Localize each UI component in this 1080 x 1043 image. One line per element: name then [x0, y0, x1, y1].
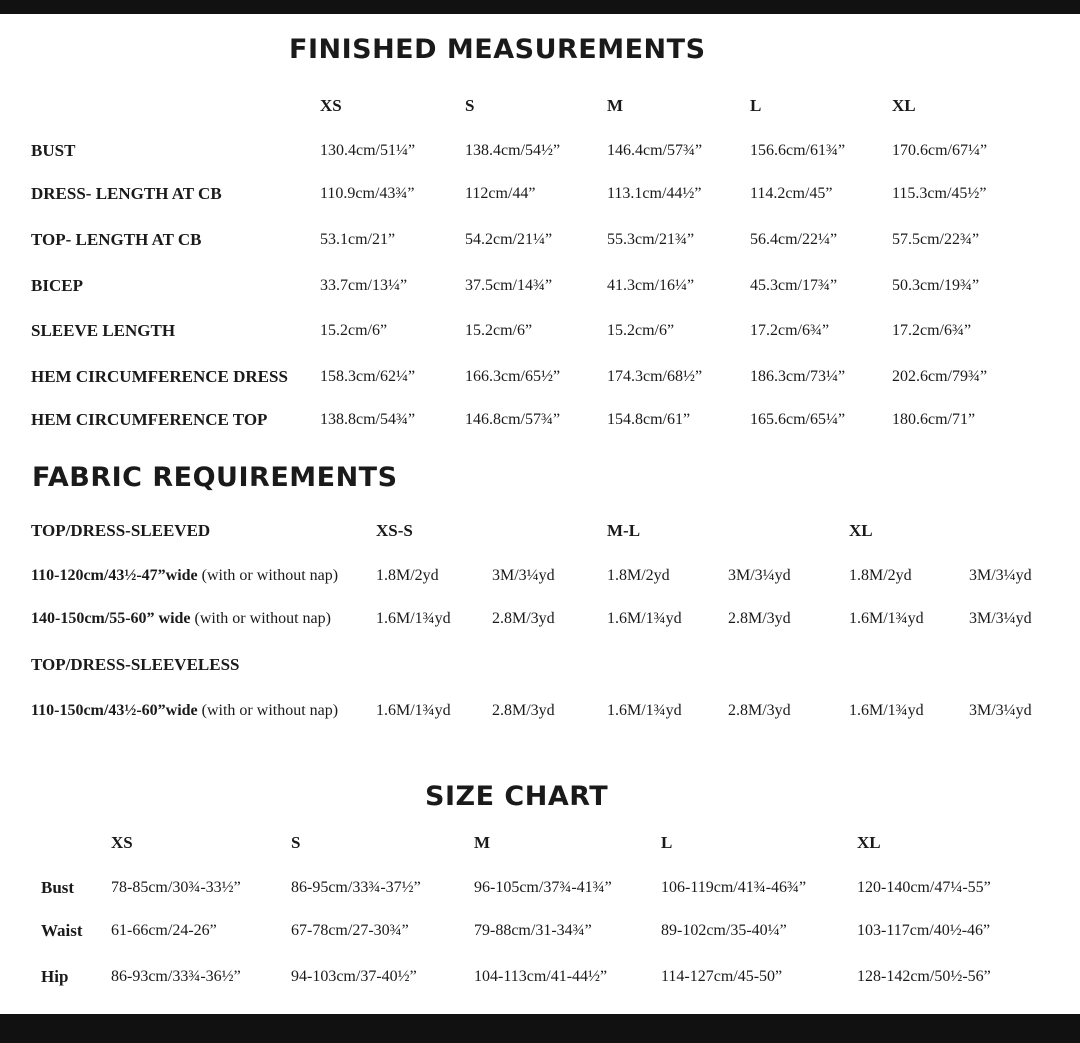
group-header-xl: XL [849, 521, 873, 540]
cell: 86-93cm/33¾-36½” [111, 968, 241, 985]
row-label: Bust [41, 878, 75, 897]
cell: 104-113cm/41-44½” [474, 968, 608, 985]
cell: 15.2cm/6” [607, 322, 675, 339]
cell: 37.5cm/14¾” [465, 277, 553, 294]
cell: 67-78cm/27-30¾” [291, 922, 409, 939]
size-header-xs: XS [320, 96, 342, 115]
size-chart-header-xs: XS [111, 833, 133, 852]
cell: 106-119cm/41¾-46¾” [661, 879, 807, 896]
cell: 50.3cm/19¾” [892, 277, 980, 294]
cell: 53.1cm/21” [320, 231, 396, 248]
fabric-nap-note: (with or without nap) [197, 702, 339, 719]
cell: 57.5cm/22¾” [892, 231, 980, 248]
finished-measurements-title: FINISHED MEASUREMENTS [289, 34, 706, 65]
fabric-width: 140-150cm/55-60” wide [31, 610, 191, 627]
cell: 79-88cm/31-34¾” [474, 922, 592, 939]
cell: 166.3cm/65½” [465, 368, 561, 385]
cell: 146.8cm/57¾” [465, 411, 561, 428]
cell: 1.6M/1¾yd [849, 610, 924, 627]
sleeved-heading: TOP/DRESS-SLEEVED [31, 521, 211, 540]
cell: 96-105cm/37¾-41¾” [474, 879, 612, 896]
cell: 3M/3¼yd [969, 610, 1032, 627]
cell: 61-66cm/24-26” [111, 922, 217, 939]
row-label: HEM CIRCUMFERENCE TOP [31, 410, 268, 429]
cell: 94-103cm/37-40½” [291, 968, 417, 985]
size-chart-header-l: L [661, 833, 673, 852]
size-header-xl: XL [892, 96, 916, 115]
cell: 1.6M/1¾yd [849, 702, 924, 719]
cell: 3M/3¼yd [728, 567, 791, 584]
row-label: SLEEVE LENGTH [31, 321, 176, 340]
cell: 174.3cm/68½” [607, 368, 703, 385]
cell: 54.2cm/21¼” [465, 231, 553, 248]
cell: 138.8cm/54¾” [320, 411, 416, 428]
cell: 186.3cm/73¼” [750, 368, 846, 385]
size-chart-header-xl: XL [857, 833, 881, 852]
size-header-l: L [750, 96, 762, 115]
cell: 165.6cm/65¼” [750, 411, 846, 428]
group-header-xs-s: XS-S [376, 521, 413, 540]
cell: 55.3cm/21¾” [607, 231, 695, 248]
fabric-width: 110-150cm/43½-60”wide [31, 702, 198, 719]
cell: 2.8M/3yd [492, 702, 555, 719]
fabric-width-label [31, 702, 338, 720]
cell: 154.8cm/61” [607, 411, 691, 428]
cell: 130.4cm/51¼” [320, 142, 416, 159]
cell: 103-117cm/40½-46” [857, 922, 991, 939]
cell: 3M/3¼yd [969, 702, 1032, 719]
fabric-requirements-title: FABRIC REQUIREMENTS [32, 462, 398, 493]
fabric-width: 110-120cm/43½-47”wide [31, 567, 198, 584]
fabric-nap-note: (with or without nap) [190, 610, 331, 627]
cell: 115.3cm/45½” [892, 185, 987, 202]
cell: 33.7cm/13¼” [320, 277, 408, 294]
cell: 1.6M/1¾yd [607, 610, 682, 627]
cell: 114-127cm/45-50” [661, 968, 783, 985]
cell: 45.3cm/17¾” [750, 277, 838, 294]
cell: 15.2cm/6” [465, 322, 533, 339]
cell: 180.6cm/71” [892, 411, 976, 428]
cell: 3M/3¼yd [969, 567, 1032, 584]
cell: 2.8M/3yd [728, 702, 791, 719]
cell: 120-140cm/47¼-55” [857, 879, 991, 896]
row-label: Hip [41, 967, 69, 986]
fabric-width-label [31, 567, 338, 585]
size-header-m: M [607, 96, 624, 115]
cell: 128-142cm/50½-56” [857, 968, 991, 985]
cell: 1.8M/2yd [849, 567, 912, 584]
cell: 170.6cm/67¼” [892, 142, 988, 159]
cell: 202.6cm/79¾” [892, 368, 988, 385]
cell: 2.8M/3yd [728, 610, 791, 627]
cell: 1.6M/1¾yd [607, 702, 682, 719]
cell: 78-85cm/30¾-33½” [111, 879, 241, 896]
cell: 56.4cm/22¼” [750, 231, 838, 248]
cell: 158.3cm/62¼” [320, 368, 416, 385]
size-chart-header-m: M [474, 833, 491, 852]
cell: 1.6M/1¾yd [376, 702, 451, 719]
cell: 17.2cm/6¾” [892, 322, 972, 339]
bottom-bar [0, 1014, 1080, 1043]
cell: 1.6M/1¾yd [376, 610, 451, 627]
row-label: BICEP [31, 276, 83, 295]
sleeveless-heading: TOP/DRESS-SLEEVELESS [31, 655, 240, 674]
cell: 86-95cm/33¾-37½” [291, 879, 421, 896]
row-label: HEM CIRCUMFERENCE DRESS [31, 367, 288, 386]
size-header-s: S [465, 96, 475, 115]
row-label: TOP- LENGTH AT CB [31, 230, 202, 249]
cell: 114.2cm/45” [750, 185, 833, 202]
cell: 156.6cm/61¾” [750, 142, 846, 159]
row-label: DRESS- LENGTH AT CB [31, 184, 222, 203]
cell: 112cm/44” [465, 185, 536, 202]
top-bar [0, 0, 1080, 14]
cell: 110.9cm/43¾” [320, 185, 415, 202]
cell: 146.4cm/57¾” [607, 142, 703, 159]
cell: 15.2cm/6” [320, 322, 388, 339]
cell: 138.4cm/54½” [465, 142, 561, 159]
cell: 113.1cm/44½” [607, 185, 702, 202]
size-chart-header-s: S [291, 833, 301, 852]
cell: 89-102cm/35-40¼” [661, 922, 787, 939]
row-label: Waist [41, 921, 83, 940]
group-header-m-l: M-L [607, 521, 641, 540]
cell: 2.8M/3yd [492, 610, 555, 627]
cell: 3M/3¼yd [492, 567, 555, 584]
cell: 1.8M/2yd [607, 567, 670, 584]
cell: 41.3cm/16¼” [607, 277, 695, 294]
fabric-width-label [31, 610, 331, 628]
cell: 1.8M/2yd [376, 567, 439, 584]
cell: 17.2cm/6¾” [750, 322, 830, 339]
row-label: BUST [31, 141, 76, 160]
fabric-nap-note: (with or without nap) [197, 567, 339, 584]
size-chart-title: SIZE CHART [425, 781, 609, 812]
